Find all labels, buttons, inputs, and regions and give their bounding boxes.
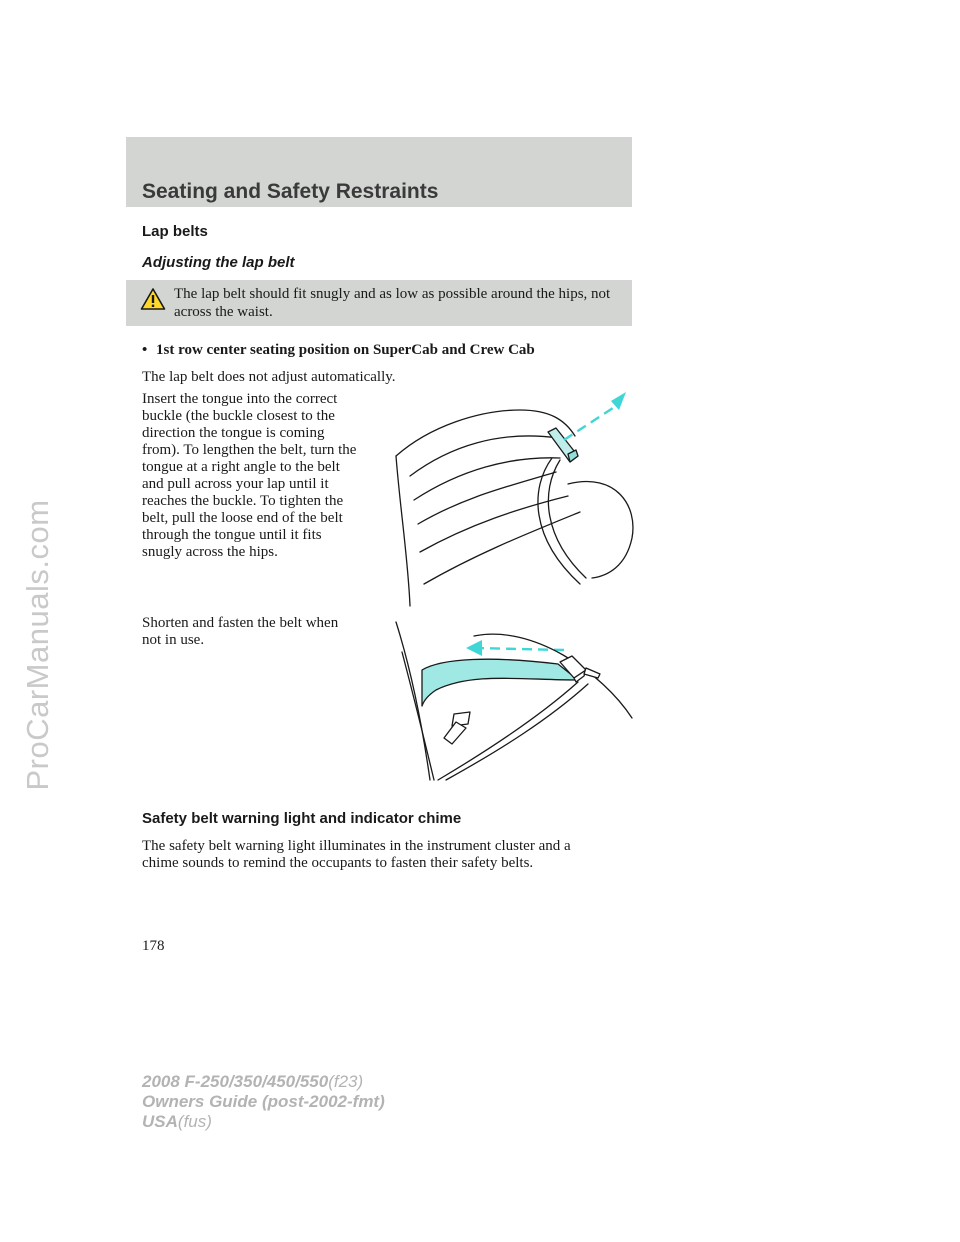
text-line: reaches the buckle. To tighten the [142, 493, 344, 509]
text-line: tongue at a right angle to the belt [142, 459, 340, 475]
paragraph-shorten [142, 615, 338, 649]
text-line: and pull across your lap until it [142, 476, 329, 492]
warning-text: The lap belt should fit snugly and as low as possible around the hips, not across the waist. [174, 286, 611, 320]
text-line: not in use. [142, 632, 205, 648]
paragraph-no-adjust: The lap belt does not adjust automatically. [142, 369, 396, 385]
footer-market: USA [142, 1112, 178, 1131]
footer-market-line [142, 1112, 212, 1132]
lap-belt-fasten-illustration [382, 620, 638, 785]
lap-belt-lengthen-illustration [380, 388, 640, 610]
text-line: Shorten and fasten the belt when [142, 615, 339, 631]
text-line: through the tongue until it fits [142, 527, 322, 543]
footer-model-code: (f23) [328, 1072, 364, 1091]
paragraph-insert [142, 391, 356, 561]
watermark-text: ProCarManuals.com [20, 499, 55, 791]
paragraph-warning-light [142, 838, 571, 872]
text-line: belt, pull the loose end of the belt [142, 510, 343, 526]
footer-model: 2008 F-250/350/450/550 [142, 1072, 329, 1091]
section-heading-lap-belts: Lap belts [142, 223, 208, 240]
text-line: chime sounds to remind the occupants to fasten their safety belts. [142, 855, 534, 871]
text-line: The safety belt warning light illuminates in the instrument cluster and a [142, 838, 571, 854]
text-line: direction the tongue is coming [142, 425, 325, 441]
text-line: buckle (the buckle closest to the [142, 408, 335, 424]
bullet-item [142, 342, 535, 359]
text-line: snugly across the hips. [142, 544, 278, 560]
text-line: from). To lengthen the belt, turn the [142, 442, 357, 458]
section-heading-warning-light: Safety belt warning light and indicator chime [142, 810, 462, 827]
footer-market-code: (fus) [177, 1112, 212, 1131]
bullet-symbol: • [142, 342, 148, 358]
bullet-text: 1st row center seating position on SuperCab and Crew Cab [156, 342, 535, 358]
footer-guide-line: Owners Guide (post-2002-fmt) [142, 1092, 385, 1111]
watermark [0, 0, 62, 1242]
subsection-heading-adjusting: Adjusting the lap belt [142, 254, 295, 271]
page-title: Seating and Safety Restraints [142, 180, 439, 203]
warning-triangle-icon [140, 287, 166, 311]
footer-model-line [142, 1072, 363, 1092]
page-number: 178 [142, 938, 165, 954]
text-line: Insert the tongue into the correct [142, 391, 338, 407]
